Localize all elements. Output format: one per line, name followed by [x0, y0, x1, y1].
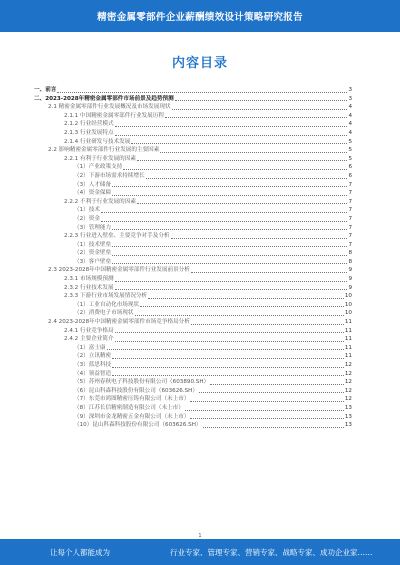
toc-entry-label: 2.3.1 市场规模预测	[64, 276, 114, 283]
toc-entry[interactable]	[34, 155, 352, 164]
toc-entry[interactable]	[34, 232, 352, 241]
toc-leader-dots	[123, 169, 347, 170]
toc-entry-label: （9）深圳市金龙精密五金有限公司（未上市）	[74, 413, 190, 420]
toc-entry-page: 4	[348, 121, 352, 128]
toc-entry[interactable]	[34, 206, 352, 215]
toc-entry-label: （2）下游市场需求持续增长	[74, 172, 145, 179]
toc-entry-page: 12	[344, 370, 352, 377]
toc-entry[interactable]	[34, 95, 352, 104]
toc-leader-dots	[115, 281, 348, 282]
toc-leader-dots	[115, 332, 344, 333]
toc-leader-dots	[135, 315, 344, 316]
toc-leader-dots	[165, 117, 348, 118]
toc-entry-label: （1）工业自动化市场现状	[74, 301, 140, 308]
toc-entry-label: （1）技术壁垒	[74, 241, 112, 248]
toc-entry-page: 7	[348, 233, 352, 240]
toc-leader-dots	[112, 255, 347, 256]
toc-entry-page: 7	[348, 207, 352, 214]
toc-entry[interactable]	[34, 378, 352, 387]
toc-leader-dots	[175, 100, 348, 101]
toc-entry[interactable]	[34, 172, 352, 181]
toc-entry[interactable]	[34, 241, 352, 250]
toc-entry-label: 2.3.3 下游行业市场发展情况分析	[64, 293, 148, 300]
toc-entry[interactable]	[34, 146, 352, 155]
toc-entry[interactable]	[34, 224, 352, 233]
toc-entry[interactable]	[34, 352, 352, 361]
toc-entry-label: 二、2023-2028年精密金属零部件市场前景及趋势预测	[34, 95, 174, 102]
toc-entry[interactable]	[34, 198, 352, 207]
toc-entry-page: 11	[344, 353, 352, 360]
toc-entry-label: 2.1.1 中国精密金属零部件行业发展历程	[64, 112, 164, 119]
toc-leader-dots	[57, 92, 347, 93]
toc-entry-label: （2）资金壁垒	[74, 250, 112, 257]
toc-entry[interactable]	[34, 266, 352, 275]
toc-entry-page: 5	[348, 138, 352, 145]
toc-entry[interactable]	[34, 344, 352, 353]
toc-entry-label: 2.4.2 主要企业简介	[64, 336, 114, 343]
page-number: 1	[198, 533, 202, 539]
report-header	[0, 0, 400, 32]
toc-leader-dots	[101, 221, 348, 222]
toc-leader-dots	[190, 418, 343, 419]
toc-entry-label: （1）技术	[74, 207, 100, 214]
toc-entry-page: 13	[344, 413, 352, 420]
toc-entry-page: 13	[344, 404, 352, 411]
toc-entry[interactable]	[34, 318, 352, 327]
toc-entry[interactable]	[34, 309, 352, 318]
toc-entry-label: 2.2.2 不利于行业发展的因素	[64, 198, 136, 205]
toc-entry-label: （3）客户壁垒	[74, 258, 112, 265]
toc-entry-page: 11	[344, 336, 352, 343]
toc-entry-label: （10）昆山科森科技股份有限公司（603626.SH）	[74, 422, 202, 429]
toc-leader-dots	[171, 238, 348, 239]
toc-entry[interactable]	[34, 284, 352, 293]
toc-leader-dots	[148, 298, 344, 299]
toc-entry-label: 2.1 精密金属零部件行业发展概况及市场发展现状	[48, 104, 171, 111]
toc-leader-dots	[199, 392, 344, 393]
toc-entry-label: （5）苏州春秋电子科技股份有限公司（603890.SH）	[74, 379, 210, 386]
toc-entry-page: 4	[348, 129, 352, 136]
toc-entry[interactable]	[34, 387, 352, 396]
toc-entry[interactable]	[34, 189, 352, 198]
toc-entry-page: 12	[344, 396, 352, 403]
toc-entry-page: 7	[348, 215, 352, 222]
toc-entry-page: 13	[344, 422, 352, 429]
footer-slogan-right: 行业专家、管理专家、营销专家、战略专家、成功企业家……	[170, 547, 373, 557]
toc-entry[interactable]	[34, 138, 352, 147]
toc-leader-dots	[131, 143, 347, 144]
toc-entry-label: 2.4.1 行业竞争格局	[64, 327, 114, 334]
toc-leader-dots	[191, 272, 348, 273]
toc-leader-dots	[112, 263, 347, 264]
toc-leader-dots	[112, 358, 344, 359]
toc-entry-page: 4	[348, 104, 352, 111]
toc-leader-dots	[101, 212, 348, 213]
toc-entry-page: 6	[348, 172, 352, 179]
toc-leader-dots	[146, 178, 348, 179]
toc-leader-dots	[190, 401, 343, 402]
toc-entry-page: 5	[348, 155, 352, 162]
toc-entry-page: 7	[348, 190, 352, 197]
toc-title: 内容目录	[171, 56, 228, 71]
toc-entry-label: （7）东莞市鸿图精密压铸有限公司（未上市）	[74, 396, 190, 403]
toc-entry[interactable]	[34, 181, 352, 190]
toc-entry-label: （2）消费电子市场现状	[74, 310, 134, 317]
toc-leader-dots	[112, 195, 347, 196]
toc-entry-page: 11	[344, 344, 352, 351]
toc-entry[interactable]	[34, 103, 352, 112]
toc-entry[interactable]	[34, 327, 352, 336]
toc-leader-dots	[112, 186, 347, 187]
toc-entry[interactable]	[34, 292, 352, 301]
toc-leader-dots	[172, 109, 348, 110]
toc-entry-page: 7	[348, 224, 352, 231]
toc-leader-dots	[115, 341, 344, 342]
toc-entry[interactable]	[34, 258, 352, 267]
toc-entry-page: 7	[348, 181, 352, 188]
toc-entry-page: 11	[344, 319, 352, 326]
toc-entry-label: 2.1.4 行业研发与技术发展	[64, 138, 131, 145]
toc-leader-dots	[140, 306, 344, 307]
toc-entry-label: （3）蓝思科技	[74, 362, 112, 368]
toc-entry-label: （6）昆山科森科技股份有限公司（603626.SH）	[74, 387, 198, 394]
toc-leader-dots	[115, 289, 348, 290]
toc-entry-page: 10	[344, 301, 352, 308]
toc-entry-label: 2.2 影响精密金属零部件行业发展的主要因素	[48, 147, 160, 154]
toc-entry-label: 2.3.2 行业技术发展	[64, 284, 114, 291]
toc-leader-dots	[203, 427, 344, 428]
toc-entry-page: 3	[348, 87, 352, 93]
toc-entry-page: 3	[348, 95, 352, 102]
toc-leader-dots	[115, 126, 348, 127]
toc-entry[interactable]	[34, 335, 352, 344]
toc-entry[interactable]	[34, 275, 352, 284]
toc-entry-label: （2）资金	[74, 215, 100, 222]
toc-entry[interactable]	[34, 120, 352, 129]
report-title: 精密金属零部件企业薪酬绩效设计策略研究报告	[97, 12, 303, 23]
toc-entry[interactable]	[34, 301, 352, 310]
toc-entry-label: （1）富士康	[74, 344, 106, 351]
toc-entry[interactable]	[34, 370, 352, 379]
toc-entry-page: 8	[348, 258, 352, 265]
toc-leader-dots	[107, 349, 344, 350]
toc-leader-dots	[112, 367, 344, 368]
toc-entry-page: 9	[348, 276, 352, 283]
toc-entry-page: 10	[344, 310, 352, 317]
toc-entry[interactable]	[34, 129, 352, 138]
toc-entry-page: 10	[344, 293, 352, 300]
toc-entry[interactable]	[34, 404, 352, 413]
toc-entry-label: 一、前言	[34, 87, 57, 93]
toc-entry-page: 11	[344, 327, 352, 334]
toc-entry-page: 12	[344, 379, 352, 386]
toc-leader-dots	[112, 375, 344, 376]
toc-entry-page: 5	[348, 147, 352, 154]
toc-entry[interactable]	[34, 215, 352, 224]
toc-leader-dots	[210, 384, 344, 385]
toc-entry-label: 2.3 2023-2028年中国精密金属零部件行业发展前景分析	[48, 267, 190, 274]
toc-entry-label: （4）领益智造	[74, 370, 112, 377]
toc-entry-label: （8）江苏长信精密制造有限公司（未上市）	[74, 404, 184, 411]
toc-leader-dots	[112, 246, 347, 247]
toc-entry-label: 2.1.2 行业经营模式	[64, 121, 114, 128]
toc-entry[interactable]	[34, 112, 352, 121]
toc-entry-page: 7	[348, 241, 352, 248]
toc-entry-label: （1）产业政策支持	[74, 164, 123, 171]
toc-entry-label: （2）立讯精密	[74, 353, 112, 360]
toc-entry[interactable]	[34, 86, 352, 95]
toc-entry-label: 2.2.3 行业进入壁垒、主要竞争对手及分析	[64, 233, 170, 240]
footer-slogan-left: 让每个人都能成为	[50, 547, 110, 557]
toc-leader-dots	[191, 324, 344, 325]
toc-leader-dots	[185, 410, 344, 411]
toc-entry-page: 8	[348, 250, 352, 257]
toc-leader-dots	[115, 135, 348, 136]
toc-entry[interactable]	[34, 395, 352, 404]
toc-leader-dots	[137, 203, 347, 204]
toc-leader-dots	[160, 152, 347, 153]
toc-entry-label: （4）资金保障	[74, 190, 112, 197]
toc-entry-page: 12	[344, 387, 352, 394]
report-footer	[0, 539, 400, 565]
toc-entry-label: （3）管理能力	[74, 224, 112, 231]
toc-entry-page: 7	[348, 198, 352, 205]
toc-entry[interactable]	[34, 421, 352, 430]
toc-entry-page: 4	[348, 112, 352, 119]
toc-entry-page: 12	[344, 362, 352, 368]
toc-entry[interactable]	[34, 249, 352, 258]
toc-entry[interactable]	[34, 163, 352, 172]
toc-leader-dots	[112, 229, 347, 230]
toc-leader-dots	[137, 160, 347, 161]
table-of-contents	[34, 86, 352, 430]
toc-entry-page: 9	[348, 267, 352, 274]
toc-entry-page: 9	[348, 284, 352, 291]
toc-entry[interactable]	[34, 361, 352, 370]
toc-entry-label: 2.2.1 有利于行业发展的因素	[64, 155, 136, 162]
toc-entry-label: 2.4 2023-2028年中国精密金属零部件市场竞争格局分析	[48, 319, 190, 326]
toc-entry-label: 2.1.3 行业发展特点	[64, 129, 114, 136]
toc-entry-page: 6	[348, 164, 352, 171]
toc-entry[interactable]	[34, 413, 352, 422]
toc-entry-label: （3）人才储备	[74, 181, 112, 188]
